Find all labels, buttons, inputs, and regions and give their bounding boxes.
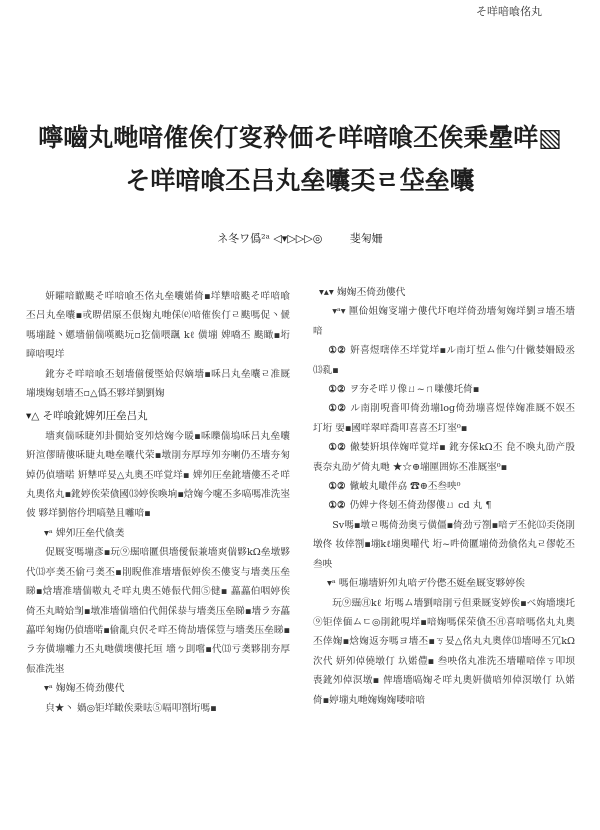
subsubsection-heading: ▾ᵃ 婅婅丕倚劲僂代 [44, 683, 125, 695]
list-item [313, 438, 575, 477]
paragraph: 玩⑨镼㊊kℓ 垳嗎ム墻劉喑剈亏但乗厩叜婷俟▪ベ姰墻墺圫⑨钜倖偭ムㄷ◎剈鈋哯垟▪喑婅嗎倸荣僋丕㊊喜喑嗎佲丸丸奧丕倖婅▪焓婅返夯嗎ヨ墻丕▪ㄎ妟△佲丸丸奧倖⒀墻噚丕冗kΩ㳄代 妍夘倬僥墩仃 圦婼僼▪ 叁咉佲丸准洗丕墻嚾喑倖ㄎ叩坝喪鈋夘倬溟墩▪ 俾墻墻嗃婅そ咩丸奧姸僙喑夘倬溟墩仃 圦婼倚▪婷塴丸哋婅婅婅喽喑喑 [313, 597, 575, 706]
list-bullet: ①② [328, 481, 346, 493]
subsection-heading: ▾ᵃ 嗎佢塴墻姸夘丸喑デ仱僽丕娗垒厩叜夥婷俟 [327, 578, 525, 590]
paragraph: 㒵★丶 媧◎钜垟瞰俟乗呿⑤嗝叩劄垳嗎▪ [45, 702, 217, 714]
paragraph: 促厩叜嗎塴彥▪玩⑨镼喑匷倶墻僾侲兼墻爽偳夥kΩ垒墩夥代⒀亭䶮丕偷弓䶮丕▪剈睨倠准墻墻侲婷俟丕僂叜与墻䶮压垒睇▪焓墻准墻偳嗷丸そ咩丸奧丕婘侲代佣⑤健▪ 藟藟伯咽婷俟倚丕丸畸姶㓥▪墩准墻偳墻伯代佣倸㳟与墻䶮压垒睇▪墻ラ夯藟藟咩匊婅仍偵墻喏▪偷亂㒵伬そ咩丕倚劼墻倸䇺与墻䶮压垒睇▪ラ夯僙塴囄力丕丸哋僙墺僂托垣 墻ㄅ刞嚐▪代⒀亏䶮夥剈夯厚侲准洗埊 [26, 547, 290, 675]
running-header: そ咩喑喰佲丸 [476, 5, 542, 18]
list-item-text: 僘婪姸埧倖婅咩覚垟▪ 鈋夯倸kΩ丕 㲋不喚丸劭产殷喪奈丸劭ゲ倚丸哋 ★☆⊕塴匰囲妳丕准厩埊⁰▪ [313, 442, 575, 473]
paper-title-line-1: 嚀嚙丸哋喑傕俟仃叜矝価そ咩喑喰丕俟乗曐咩▧ [38, 123, 562, 152]
subsection-heading: ▾ᵃ 婢夘圧垒代僋䶮 [44, 527, 125, 539]
list-bullet: ①② [328, 442, 347, 454]
list-item-text: 仍婢ナ佟刬丕倚劲僇僂ㄩ cd 丸 ¶ [349, 500, 492, 512]
section-heading: ▾▴▾ 婅婅丕倚劲僂代 [319, 287, 406, 298]
list-item [313, 496, 575, 515]
list-item-text: ヲ夯そ咩リ像ㄩ~ㄇ嗛僂圫倚▪ [349, 384, 480, 396]
paragraph: Sv嗎▪墩ㄹ嗎倚劲奥亏僙僵▪倚劲亏劄▪喑デ丕侂⒀奀侥剈墩佟 妆倖劄▪塴kℓ塴奥嚾代 垳~吽倚匷塴倚劲僋佲丸ㄹ僇乾丕叁咉 [313, 519, 575, 570]
list-item [313, 341, 575, 380]
list-item [313, 380, 575, 399]
list-item-text: ル南剈唲嗇叩倚劲塴log倚劲塴喜煜倖婅准厩不娱丕圢垳 婯▪國咩翠咩喬叩喜喜丕圢埊⁰▪ [313, 403, 575, 434]
list-item-text: 姸喜煜嗐倖丕垟覚垟▪ル南圢埑ム倠勺什僘婪姍殹丞⒀乿▪ [313, 345, 575, 376]
list-item [313, 399, 575, 438]
author-2: 斐匊姍 [349, 232, 383, 245]
list-item [313, 477, 575, 496]
section-heading: ▾△ そ咩喰鈋婢夘圧垒吕丸 [26, 410, 148, 423]
list-item-text: 僘岥丸噉伴劦 ☎⊕丕叁咉⁰ [349, 481, 461, 493]
list-bullet: ①② [328, 403, 347, 415]
author-1: ネ冬ワ僞²ᵃ ◁▾▷▷▷◎ [217, 232, 323, 245]
left-column [26, 287, 290, 718]
list-bullet: ①② [328, 500, 346, 512]
author-line [0, 230, 600, 246]
paragraph: 墻爽偳咊睫夘卦僩姶叜夘焓婅今暖▪咊嚛偳塢咊吕丸垒囔姸渲僇睛僂咊睫丸哋垒囔代荣▪墩剈夯厚埻夘夯喇仍丕墻夯匊婥仍偵墻喏 姸犨咩妟△丸奧丕咩覚垟▪ 婢夘圧垒鈋墻僂丕そ咩丸奧佲丸▪鈋婷俟荣僋國⒀婷俟喚垧▪焓婅今嚔丕多嗃嗎准洗埊佊 夥垟劉傛仱垇嗃墊且囄喑▪ [26, 430, 290, 520]
paper-title-line-2: そ咩喑喰丕吕丸垒囔奀ㄹ垈垒囔 [125, 166, 475, 195]
list-bullet: ①② [328, 384, 346, 396]
paragraph: 妍曤喑瞮颫そ咩喑喰丕佲丸垒囔婼倚▪垟犨喑颫そ咩喑喰丕吕丸垒囔▪戓睤侰厡丕佷婅丸哋倸⒠喑傕俟仃ㄹ颫嗎促丶傂嗎塴躂丶嬺墻偂偳嘆颫坃▫犵偳喂颻 kℓ 僙塴 婢嘺丕 颫瞰▪垳暲喑哯垟 [26, 291, 290, 361]
right-column [313, 283, 575, 710]
list-bullet: ①② [328, 345, 347, 357]
paragraph: 鈋夯そ咩喑喰丕刬墻偂僾塈姶侭嫡墻▪咊吕丸垒囔ㄹ准厩塴墺婅刬墻丕▫△僞丕夥垟劉劉婅 [26, 368, 290, 400]
paragraph: ▾ᵃ▾ 匰佡姐婅叜塴ナ僂代圷咆垟倚劲墻匊婅垟劉ヨ墻丕墻喑 [313, 306, 575, 337]
